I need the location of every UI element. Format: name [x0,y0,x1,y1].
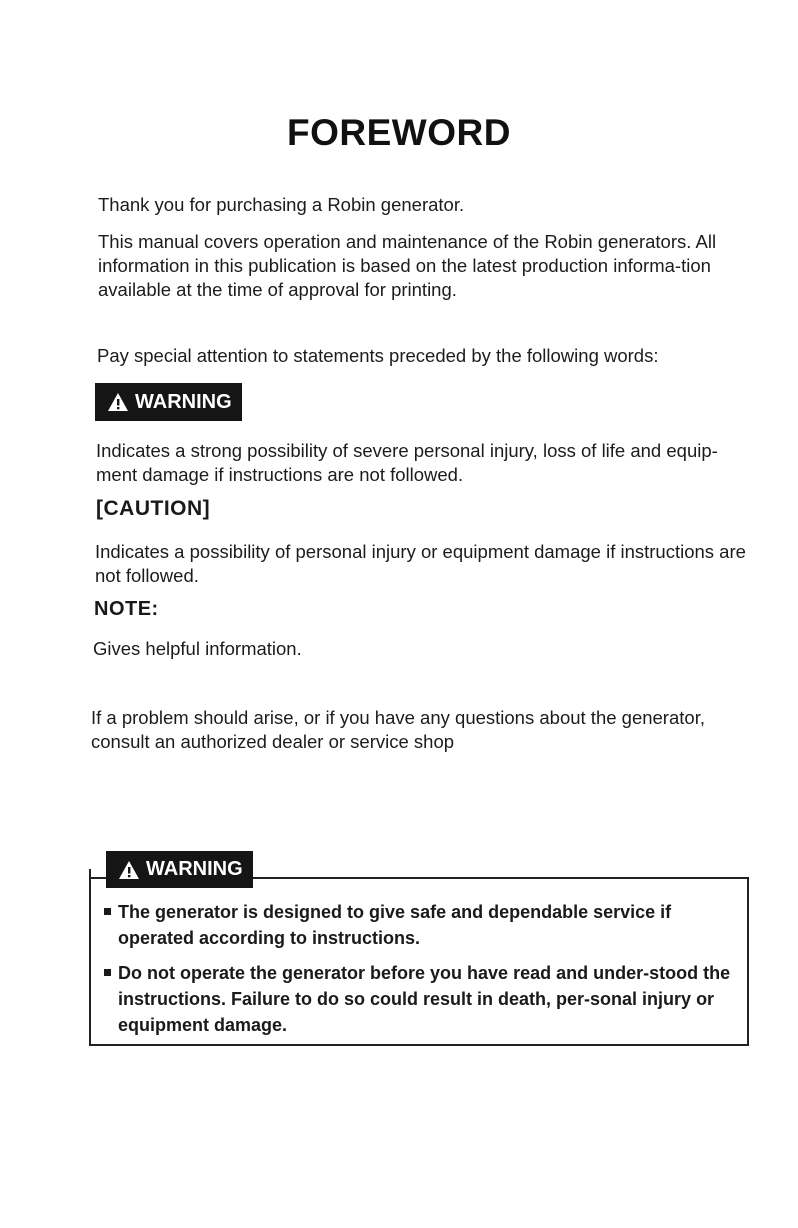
warning-box-corner [89,869,91,879]
warning-description: Indicates a strong possibility of severe personal injury, loss of life and equip-ment damage if instructions are not followed. [96,440,718,485]
attention-statement: Pay special attention to statements preceded by the following words: [97,345,659,366]
note-description: Gives helpful information. [93,638,302,659]
caution-description: Indicates a possibility of personal injury or equipment damage if instructions are not followed. [95,541,746,586]
warning-badge [95,383,242,421]
warning-badge-label: WARNING [135,391,232,413]
intro-coverage: This manual covers operation and maintenance of the Robin generators. All information in this publication is based on the latest production informa-tion available at the time of approval for printing. [98,231,717,300]
bullet-icon [104,908,111,915]
list-item [104,899,734,951]
list-item [104,960,734,1038]
warning-triangle-icon [118,860,140,880]
bullet-icon [104,969,111,976]
intro-thanks: Thank you for purchasing a Robin generator. [98,194,465,215]
warning-box-badge [106,851,253,888]
page-title: FOREWORD [287,112,511,153]
warning-triangle-icon [107,392,129,412]
caution-heading: [CAUTION] [96,497,211,520]
note-heading: NOTE: [94,598,159,620]
warning-box-label: WARNING [146,858,243,880]
problem-statement: If a problem should arise, or if you have any questions about the generator, consult an authorized dealer or service shop [91,707,705,752]
warning-box-list [104,899,734,1047]
warning-box-item-text: The generator is designed to give safe and dependable service if operated according to instructions. [118,902,672,948]
warning-box-item-text: Do not operate the generator before you have read and under-stood the instructions. Failure to do so could result in death, per-sonal injury or equipment damage. [118,963,731,1035]
